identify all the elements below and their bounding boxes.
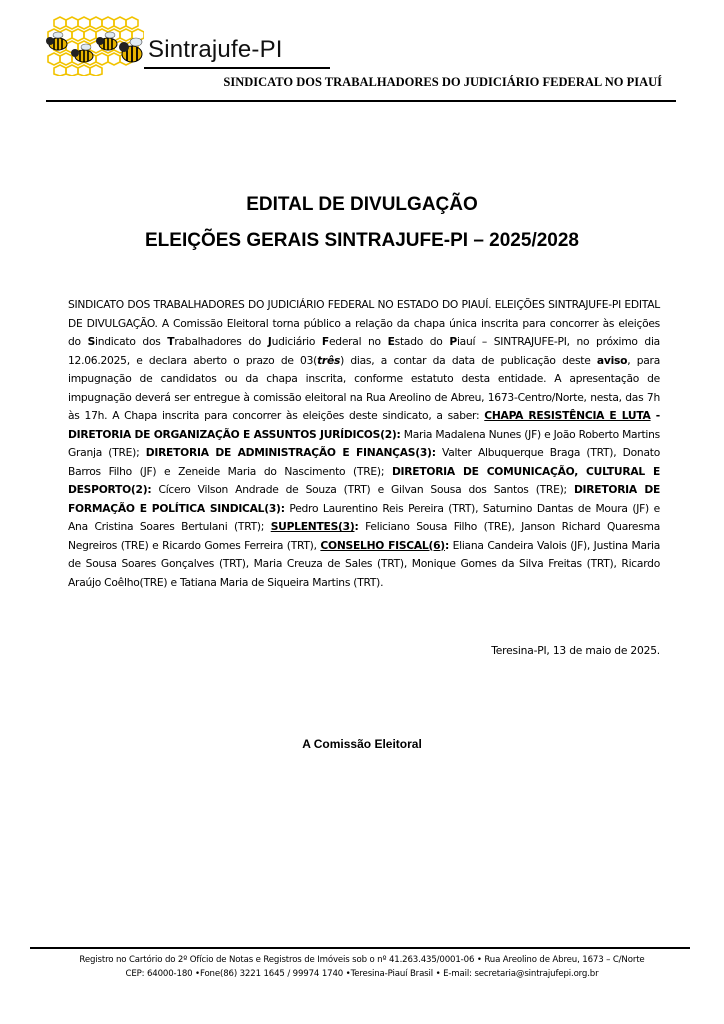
initial-j: J [267,335,272,348]
body-text-2: indicato dos [95,335,168,348]
sintrajufe-logo [44,14,294,76]
chapa-dash: - [650,409,660,422]
initial-t: T [167,335,175,348]
directorate-organizacao: DIRETORIA DE ORGANIZAÇÃO E ASSUNTOS JURÍDICOS(2): [68,427,401,441]
body-text-4: udiciário [271,335,322,348]
initial-e: E [387,335,395,348]
date-line: Teresina-PI, 13 de maio de 2025. [491,644,660,657]
aviso-emphasis: aviso [596,353,628,367]
conselho-fiscal-colon: : [444,538,449,552]
page-subtitle: ELEIÇÕES GERAIS SINTRAJUFE-PI – 2025/2028 [145,230,579,251]
initial-s: S [87,335,96,348]
body-text-3: rabalhadores do [174,335,268,348]
body-text-5: ederal no [328,335,388,348]
suplentes-colon: : [354,520,359,533]
edital-body [68,296,660,592]
directorate-organizacao-members: Maria Madalena Nunes (JF) e João Roberto Martins Granja (TRE); [68,427,660,459]
honeycomb-bees-icon [44,14,144,76]
conselho-fiscal-heading: CONSELHO FISCAL(6) [320,538,445,552]
initial-f: F [321,335,329,348]
suplentes-members: Feliciano Sousa Filho (TRE), Janson Richard Quaresma Negreiros (TRE) e Ricardo Gomes Ferreira (TRT), [68,520,661,552]
directorate-formacao-members: Pedro Laurentino Reis Pereira (TRT), Saturnino Dantas de Moura (JF) e Ana Cristina Soares Bertulani (TRT); [68,501,660,533]
body-text-8: ) dias, a contar da data de publicação deste [340,353,597,367]
directorate-administracao: DIRETORIA DE ADMINISTRAÇÃO E FINANÇAS(3): [145,446,436,459]
conselho-fiscal-members: Eliana Candeira Valois (JF), Justina Maria de Sousa Soares Gonçalves (TRT), Maria Creuza de Sales (TRT), Monique Gomes da Silva Freitas (TRT), Ricardo Araújo Coêlho(TRE) e Tatiana Maria de Siqueira Martins (TRT). [68,538,660,589]
directorate-comunicacao-members: Cícero Vilson Andrade de Souza (TRT) e Gilvan Sousa dos Santos (TRE); [151,483,574,496]
body-text-9: , para impugnação de candidatos ou da chapa inscrita, conforme estatuto desta entidade. A apresentação de impugnação deverá ser entregue à comissão eleitoral na Rua Areolino de Abreu, 1673-Centro/Norte, nesta, das 7h às 17h. A Chapa inscrita para concorrer às eleições deste sindicato, a saber: [68,353,661,422]
footer-contact: CEP: 64000-180 •Fone(86) 3221 1645 / 99974 1740 •Teresina-Piauí Brasil • E-mail: secretaria@sintrajufepi.org.br [125,969,599,979]
signature: A Comissão Eleitoral [302,737,422,751]
logo-wordmark: Sintrajufe-PI [148,36,283,63]
union-name: SINDICATO DOS TRABALHADORES DO JUDICIÁRIO FEDERAL NO PIAUÍ [223,75,662,89]
logo-underline [144,67,330,69]
body-text-6: stado do [394,335,450,348]
header-divider [46,100,676,102]
tres-emphasis: três [317,353,341,367]
directorate-administracao-members: Valter Albuquerque Braga (TRT), Donato Barros Filho (JF) e Zeneide Maria do Nascimento (TRE); [68,446,660,478]
directorate-comunicacao: DIRETORIA DE COMUNICAÇÃO, CULTURAL E DESPORTO(2): [68,464,661,496]
body-text-7: iauí – SINTRAJUFE-PI, no próximo dia 12.06.2025, e declara aberto o prazo de 03( [68,335,660,367]
initial-p: P [449,335,457,348]
directorate-formacao: DIRETORIA DE FORMAÇÃO E POLÍTICA SINDICAL(3): [68,483,661,515]
suplentes-heading: SUPLENTES(3) [270,520,355,533]
footer-registration: Registro no Cartório do 2º Ofício de Notas e Registros de Imóveis sob o nº 41.263.435/0001-06 • Rua Areolino de Abreu, 1673 – C/Norte [79,955,645,965]
chapa-name: CHAPA RESISTÊNCIA E LUTA [484,409,651,422]
page-title: EDITAL DE DIVULGAÇÃO [246,194,478,215]
footer-divider [30,947,690,949]
body-text-1: SINDICATO DOS TRABALHADORES DO JUDICIÁRIO FEDERAL NO ESTADO DO PIAUÍ. ELEIÇÕES SINTRAJUFE-PI EDITAL DE DIVULGAÇÃO. A Comissão Eleitoral torna público a relação da chapa única inscrita para concorrer às eleições do [68,298,660,348]
